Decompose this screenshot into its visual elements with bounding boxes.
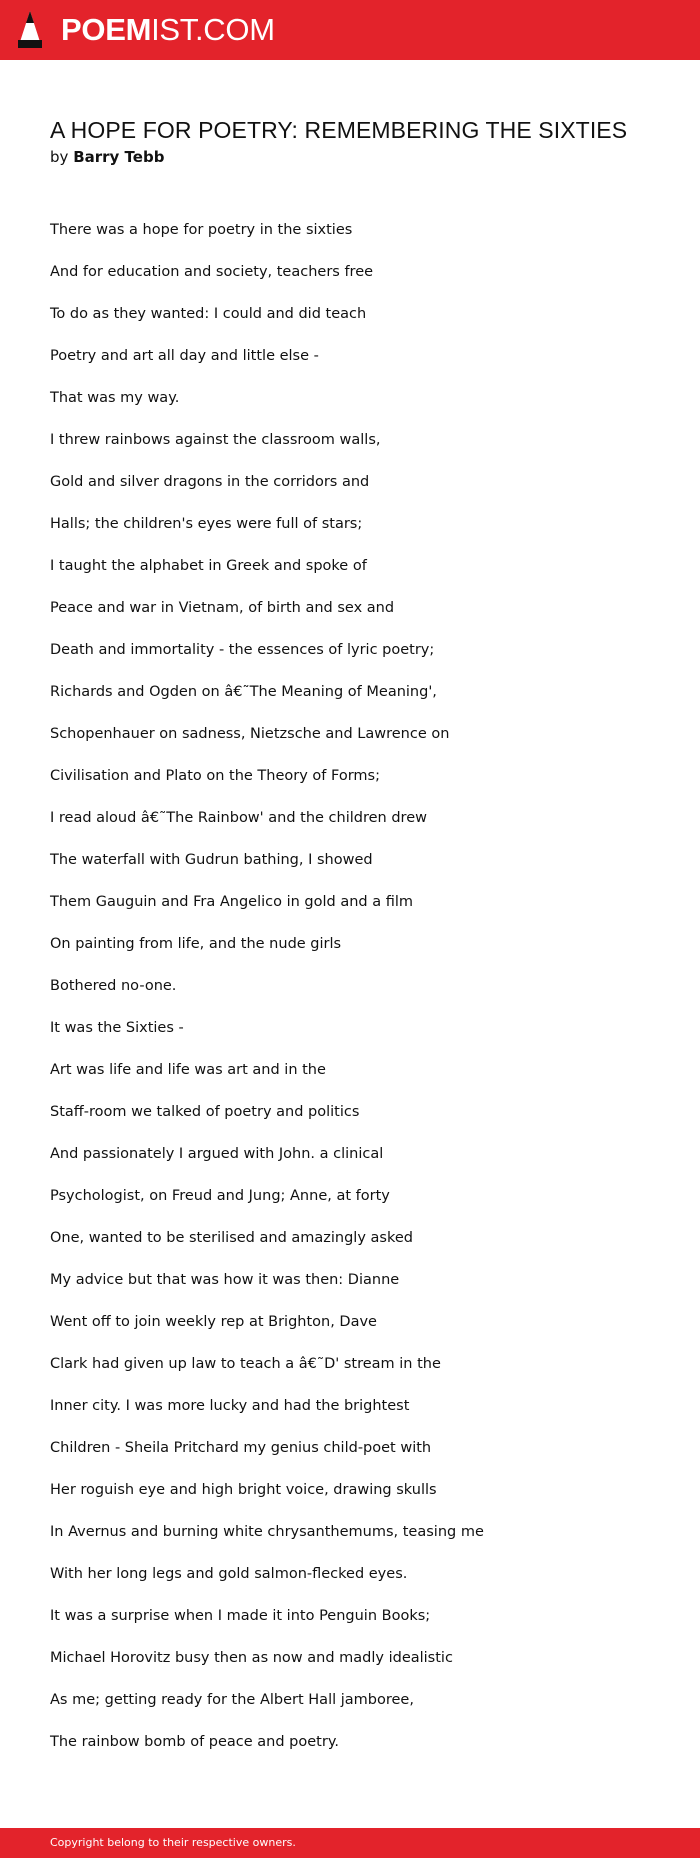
poem-line: Bothered no-one. <box>50 978 177 994</box>
logo-text-bold: POEM <box>61 12 152 47</box>
poem-line: Psychologist, on Freud and Jung; Anne, at forty <box>50 1188 390 1204</box>
poem-line: Peace and war in Vietnam, of birth and sex and <box>50 600 395 616</box>
poem-line: My advice but that was how it was then: Dianne <box>50 1272 400 1288</box>
copyright-text: Copyright belong to their respective owners. <box>50 1836 296 1849</box>
poem-line: Art was life and life was art and in the <box>50 1062 326 1078</box>
pencil-tip-icon[interactable] <box>17 10 43 52</box>
site-header <box>0 0 700 60</box>
poem-line: Staff-room we talked of poetry and politics <box>50 1104 360 1120</box>
site-logo[interactable] <box>61 8 275 52</box>
poem-line: Michael Horovitz busy then as now and madly idealistic <box>50 1650 453 1666</box>
poem-line: As me; getting ready for the Albert Hall jamboree, <box>50 1692 414 1708</box>
poem-line: The rainbow bomb of peace and poetry. <box>50 1734 339 1750</box>
poem-line: That was my way. <box>50 390 180 406</box>
poem-line: Richards and Ogden on â€˜The Meaning of Meaning', <box>50 684 437 700</box>
poem-line: Death and immortality - the essences of lyric poetry; <box>50 642 435 658</box>
poem-line: Her roguish eye and high bright voice, drawing skulls <box>50 1482 437 1498</box>
poem-line: And passionately I argued with John. a clinical <box>50 1146 384 1162</box>
poem-line: Schopenhauer on sadness, Nietzsche and Lawrence on <box>50 726 450 742</box>
poem-line: Civilisation and Plato on the Theory of Forms; <box>50 768 380 784</box>
poem-line: I read aloud â€˜The Rainbow' and the children drew <box>50 810 427 826</box>
poem-line: On painting from life, and the nude girls <box>50 936 342 952</box>
poem-line: Poetry and art all day and little else - <box>50 348 319 364</box>
poem-line: In Avernus and burning white chrysanthemums, teasing me <box>50 1524 484 1540</box>
byline-prefix: by <box>50 148 69 166</box>
poem-line: There was a hope for poetry in the sixties <box>50 222 353 238</box>
poem-line: I taught the alphabet in Greek and spoke of <box>50 558 367 574</box>
poem-body <box>50 216 650 1770</box>
site-footer <box>0 1828 700 1858</box>
poem-line: Clark had given up law to teach a â€˜D' stream in the <box>50 1356 441 1372</box>
poem-line: Went off to join weekly rep at Brighton, Dave <box>50 1314 377 1330</box>
poem-line: Them Gauguin and Fra Angelico in gold and a film <box>50 894 414 910</box>
poem-line: One, wanted to be sterilised and amazingly asked <box>50 1230 413 1246</box>
poem-line: With her long legs and gold salmon-flecked eyes. <box>50 1566 408 1582</box>
byline <box>50 148 164 166</box>
poem-line: And for education and society, teachers free <box>50 264 374 280</box>
poem-line: Halls; the children's eyes were full of stars; <box>50 516 363 532</box>
poem-line: To do as they wanted: I could and did teach <box>50 306 367 322</box>
poem-line: It was a surprise when I made it into Penguin Books; <box>50 1608 431 1624</box>
poem-line: Gold and silver dragons in the corridors and <box>50 474 370 490</box>
poem-line: The waterfall with Gudrun bathing, I showed <box>50 852 373 868</box>
poem-line: I threw rainbows against the classroom walls, <box>50 432 381 448</box>
poem-title: A HOPE FOR POETRY: REMEMBERING THE SIXTIES <box>50 117 628 143</box>
logo-text-light: IST.COM <box>151 12 275 47</box>
poem-line: Children - Sheila Pritchard my genius child-poet with <box>50 1440 432 1456</box>
poem-line: It was the Sixties - <box>50 1020 184 1036</box>
author-name: Barry Tebb <box>73 148 165 166</box>
poem-line: Inner city. I was more lucky and had the brightest <box>50 1398 410 1414</box>
